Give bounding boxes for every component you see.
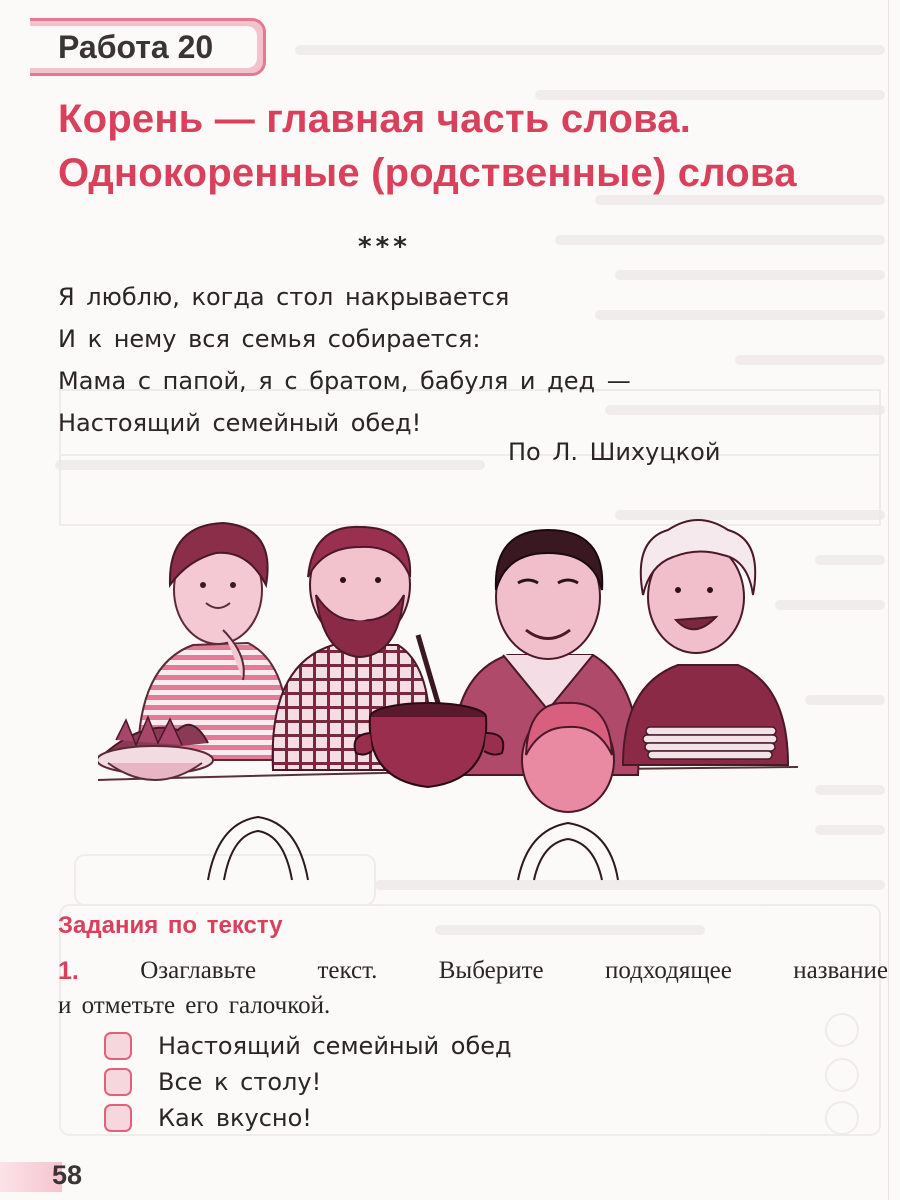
- task-word: текст.: [317, 957, 378, 984]
- work-number-label: Работа 20: [30, 26, 257, 68]
- option-checkbox[interactable]: [104, 1032, 132, 1060]
- poem-line: Настоящий семейный обед!: [58, 409, 422, 437]
- poem-text: [58, 276, 631, 444]
- plate-stack: [643, 727, 777, 759]
- option-label: Все к столу!: [158, 1068, 322, 1096]
- task-1-line-2: и отметьте его галочкой.: [58, 992, 331, 1019]
- chair-backs: [208, 817, 618, 880]
- lesson-title: [58, 92, 858, 200]
- work-number-tab: [30, 18, 266, 76]
- poem-line: Я люблю, когда стол накрывается: [58, 283, 510, 311]
- task-word: название: [793, 957, 888, 984]
- option-label: Настоящий семейный обед: [158, 1032, 512, 1060]
- title-option[interactable]: [104, 1064, 512, 1100]
- poem-line: Мама с папой, я с братом, бабуля и дед —: [58, 367, 631, 395]
- option-checkbox[interactable]: [104, 1068, 132, 1096]
- option-label: Как вкусно!: [158, 1104, 312, 1132]
- task-1-number: 1.: [58, 957, 79, 985]
- boy-figure: [522, 703, 614, 812]
- lesson-title-line-2: Однокоренные (родственные) слова: [58, 151, 797, 195]
- task-word: Выберите: [438, 957, 544, 984]
- task-word: подходящее: [604, 957, 732, 984]
- mother-figure: [138, 523, 289, 760]
- task-1-line-1: [58, 954, 888, 989]
- task-word: Озаглавьте: [140, 957, 257, 984]
- poem-asterisks: ***: [358, 232, 411, 262]
- tasks-heading: Задания по тексту: [58, 912, 283, 939]
- family-dinner-illustration: [98, 505, 798, 890]
- lesson-title-line-1: Корень — главная часть слова.: [58, 97, 692, 141]
- page-gutter-line: [888, 0, 889, 1200]
- poem-line: И к нему вся семья собирается:: [58, 325, 481, 353]
- title-option[interactable]: [104, 1028, 512, 1064]
- page-number: 58: [52, 1160, 83, 1190]
- title-option[interactable]: [104, 1100, 512, 1136]
- task-1-instructions: [58, 954, 888, 1023]
- title-options-list: [104, 1028, 512, 1136]
- poem-author: По Л. Шихуцкой: [508, 438, 721, 466]
- option-checkbox[interactable]: [104, 1104, 132, 1132]
